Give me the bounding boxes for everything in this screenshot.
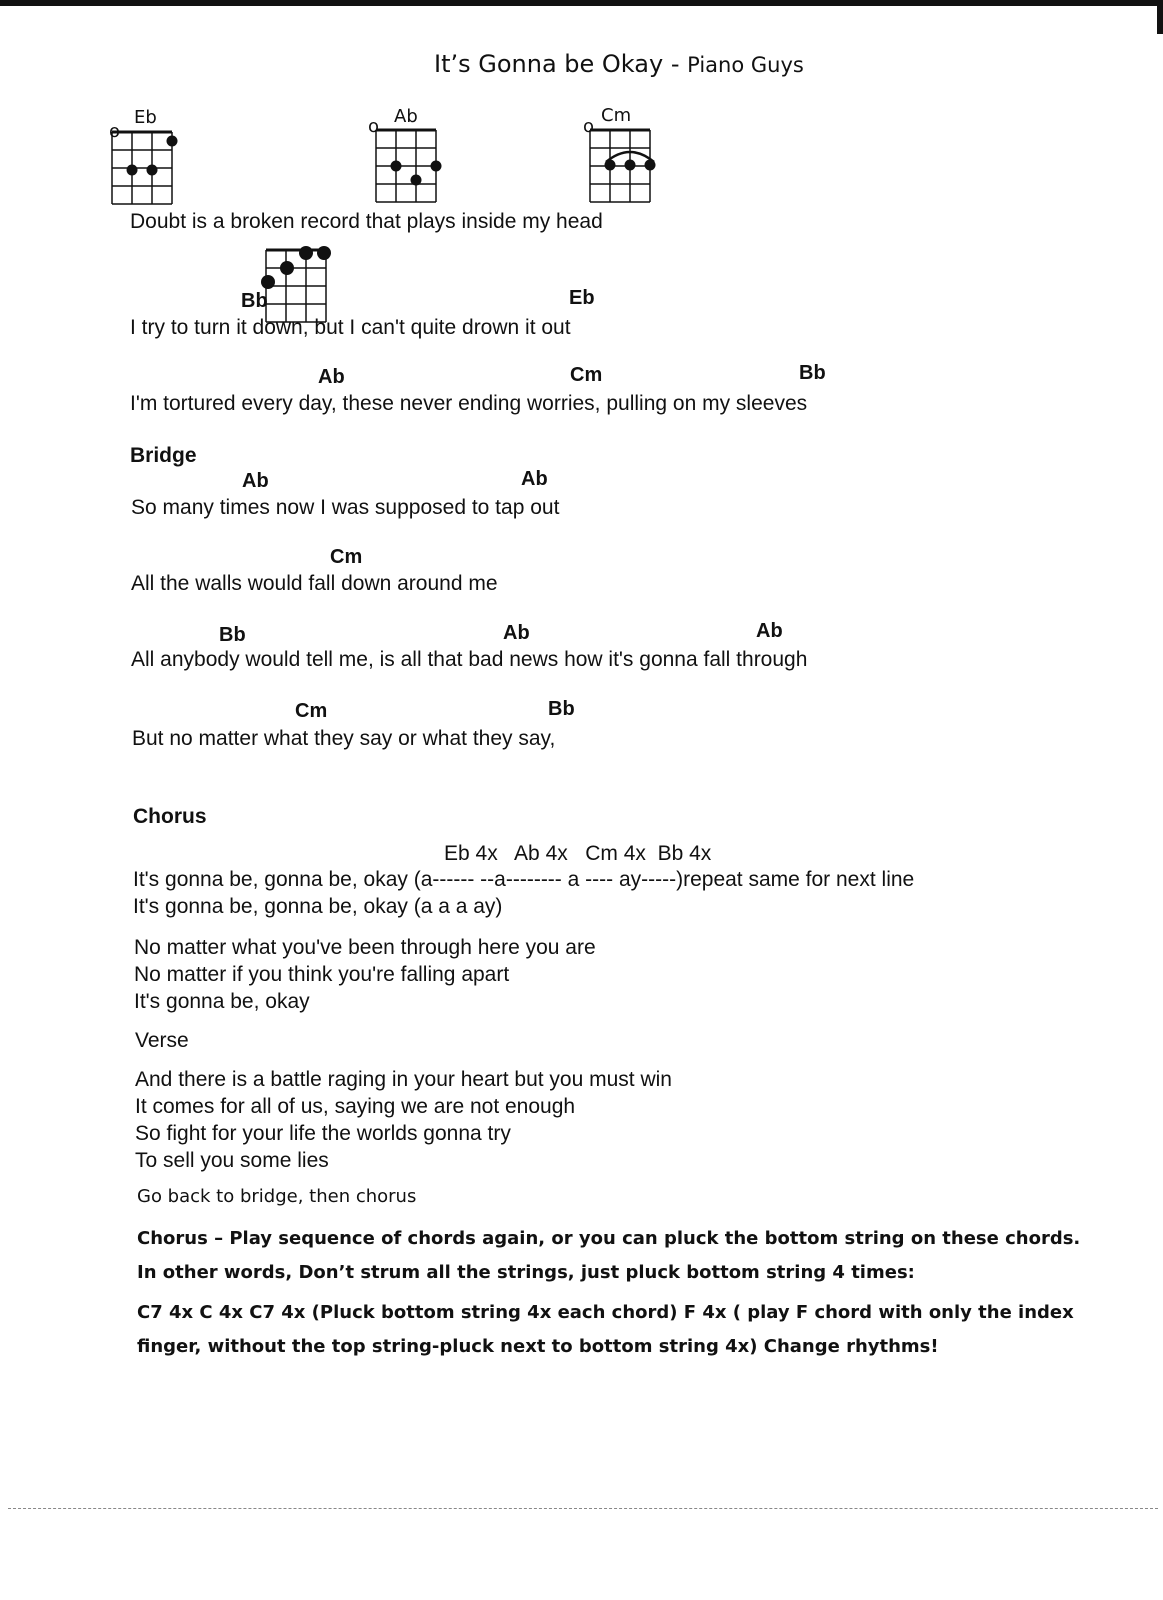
chord-label: Ab [521, 468, 548, 490]
chord-label: Bb [241, 290, 268, 312]
lyric-line: No matter if you think you're falling apart [134, 963, 510, 986]
lyric-line: So many times now I was supposed to tap out [131, 496, 560, 519]
chord-name-ab: Ab [394, 106, 418, 127]
verse-lines [135, 1066, 672, 1174]
final-instruction: C7 4x C 4x C7 4x (Pluck bottom string 4x each chord) F 4x ( play F chord with only the index finger, without the top string-pluck next to bottom string 4x) Change rhythms! [137, 1302, 1074, 1357]
lyric-line: It's gonna be, okay [134, 990, 310, 1013]
instruction-note: Go back to bridge, then chorus [137, 1186, 417, 1207]
lyric-line: And there is a battle raging in your heart but you must win [135, 1068, 672, 1091]
scan-right-mark [1157, 0, 1163, 34]
section-heading-verse: Verse [135, 1029, 189, 1052]
song-artist: Piano Guys [687, 53, 804, 77]
lyric-line: I'm tortured every day, these never ending worries, pulling on my sleeves [130, 392, 808, 415]
section-heading-chorus: Chorus [133, 805, 207, 828]
chord-label: Bb [219, 624, 246, 646]
chord-label: Ab [242, 470, 269, 492]
chord-name-eb: Eb [134, 107, 157, 128]
lyric-line: But no matter what they say or what they say, [132, 727, 556, 750]
chorus-lines [133, 866, 914, 920]
chorus-chord-sequence: Eb 4x Ab 4x Cm 4x Bb 4x [444, 842, 712, 865]
lyric-line: I try to turn it down, but I can't quite drown it out [130, 316, 571, 339]
lyric-line: To sell you some lies [135, 1149, 329, 1172]
lyric-line: Doubt is a broken record that plays inside my head [130, 210, 603, 233]
scan-bottom-edge [8, 1508, 1158, 1509]
lyric-line: It comes for all of us, saying we are not enough [135, 1095, 576, 1118]
chord-diagram-ab [372, 128, 447, 208]
lyric-line: It's gonna be, gonna be, okay (a a a ay) [133, 895, 503, 918]
chord-label: Cm [570, 364, 603, 386]
chorus-lines-2 [134, 934, 596, 1015]
chord-label: Ab [756, 620, 783, 642]
chord-diagram-eb [108, 130, 183, 210]
lyric-line: All the walls would fall down around me [131, 572, 498, 595]
chord-diagram-cm [586, 128, 661, 208]
chord-label: Bb [548, 698, 575, 720]
open-string-marker: o [109, 121, 121, 142]
chord-label: Eb [569, 287, 595, 309]
chorus-instruction: Chorus – Play sequence of chords again, or you can pluck the bottom string on these chords. In other words, Don’t strum all the strings, just pluck bottom string 4 times: [137, 1228, 1081, 1283]
scan-top-edge [0, 0, 1163, 6]
chord-name-cm: Cm [601, 105, 632, 126]
song-title [434, 50, 804, 78]
lyric-line: It's gonna be, gonna be, okay (a------ --a-------- a ---- ay-----)repeat same for next line [133, 868, 915, 891]
chord-label: Ab [318, 366, 345, 388]
chord-label: Cm [295, 700, 328, 722]
open-string-marker: o [583, 116, 595, 137]
open-string-marker: o [368, 116, 380, 137]
section-heading-bridge: Bridge [130, 444, 197, 467]
chord-label: Bb [799, 362, 826, 384]
chord-label: Cm [330, 546, 363, 568]
song-name: It’s Gonna be Okay - [434, 50, 688, 78]
chord-label: Ab [503, 622, 530, 644]
lyric-line: So fight for your life the worlds gonna try [135, 1122, 511, 1145]
lyric-line: No matter what you've been through here you are [134, 936, 596, 959]
lyric-line: All anybody would tell me, is all that bad news how it's gonna fall through [131, 648, 808, 671]
